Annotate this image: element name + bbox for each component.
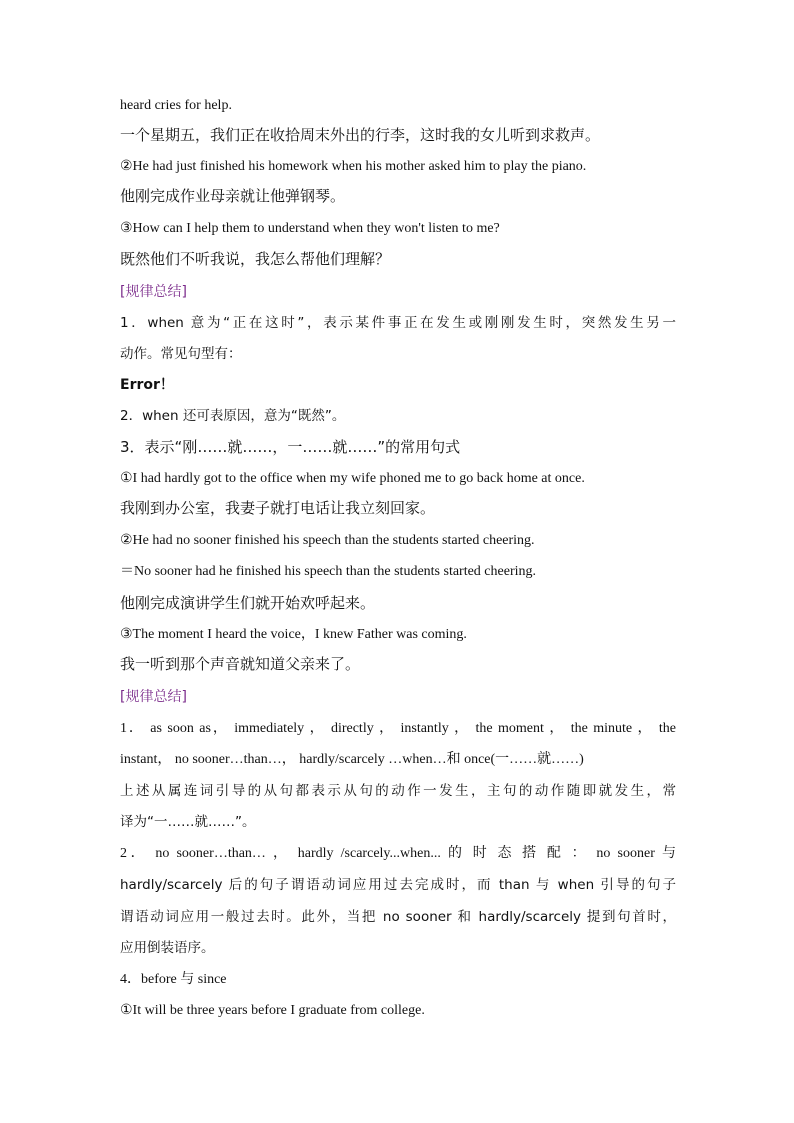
text-line-chinese: 我刚到办公室，我妻子就打电话让我立刻回家。: [120, 499, 436, 517]
section-heading: [规律总结]: [120, 689, 187, 705]
text-line-chinese: 他刚完成演讲学生们就开始欢呼起来。: [120, 594, 376, 612]
text-line-chinese: 我一听到那个声音就知道父亲来了。: [120, 655, 361, 673]
text-line: 1．when 意为“正在这时”，表示某件事正在发生或刚刚发生时，突然发生另一: [120, 315, 676, 331]
text-line: 应用倒装语序。: [120, 940, 215, 956]
text-line: 上述从属连词引导的从句都表示从句的动作一发生，主句的动作随即就发生，常: [120, 783, 676, 799]
text-line: 3．表示“刚……就……，一……就……”的常用句式: [120, 438, 461, 456]
section-heading: [规律总结]: [120, 284, 187, 300]
text-line: ①I had hardly got to the office when my wife phoned me to go back home at once.: [120, 471, 585, 486]
text-line: ②He had just finished his homework when his mother asked him to play the piano.: [120, 159, 587, 174]
text-line: ②He had no sooner finished his speech than the students started cheering.: [120, 533, 535, 548]
text-line: 2．when 还可表原因，意为“既然”。: [120, 408, 346, 424]
text-line-chinese: 既然他们不听我说，我怎么帮他们理解？: [120, 250, 391, 268]
text-line: ③The moment I heard the voice，I knew Father was coming.: [120, 627, 467, 642]
text-line: 1． as soon as， immediately ， directly ， instantly ， the moment ， the minute ， the: [120, 721, 676, 736]
text-line: 谓语动词应用一般过去时。此外，当把 no sooner 和 hardly/scarcely 提到句首时，: [120, 909, 676, 925]
text-line: 4．before 与 since: [120, 972, 227, 987]
text-line: 译为“一……就……”。: [120, 814, 256, 830]
text-line: hardly/scarcely 后的句子谓语动词应用过去完成时，而 than 与 when 引导的句子: [120, 877, 676, 893]
text-line: 动作。常见句型有：: [120, 346, 242, 362]
text-line-chinese: 一个星期五，我们正在收拾周末外出的行李，这时我的女儿听到求救声。: [120, 126, 601, 144]
text-line: ＝No sooner had he finished his speech than the students started cheering.: [120, 564, 537, 579]
text-line: 2． no sooner…than… ， hardly /scarcely...when... 的 时 态 搭 配 ： no sooner 与: [120, 846, 676, 861]
text-line: instant， no sooner…than…， hardly/scarcely …when…和 once(一……就……): [120, 752, 584, 767]
text-line: ③How can I help them to understand when they won't listen to me?: [120, 221, 500, 236]
text-line: ①It will be three years before I graduate from college.: [120, 1003, 425, 1018]
text-line: heard cries for help.: [120, 98, 232, 113]
error-text: Error！: [120, 377, 174, 393]
text-line-chinese: 他刚完成作业母亲就让他弹钢琴。: [120, 187, 346, 205]
